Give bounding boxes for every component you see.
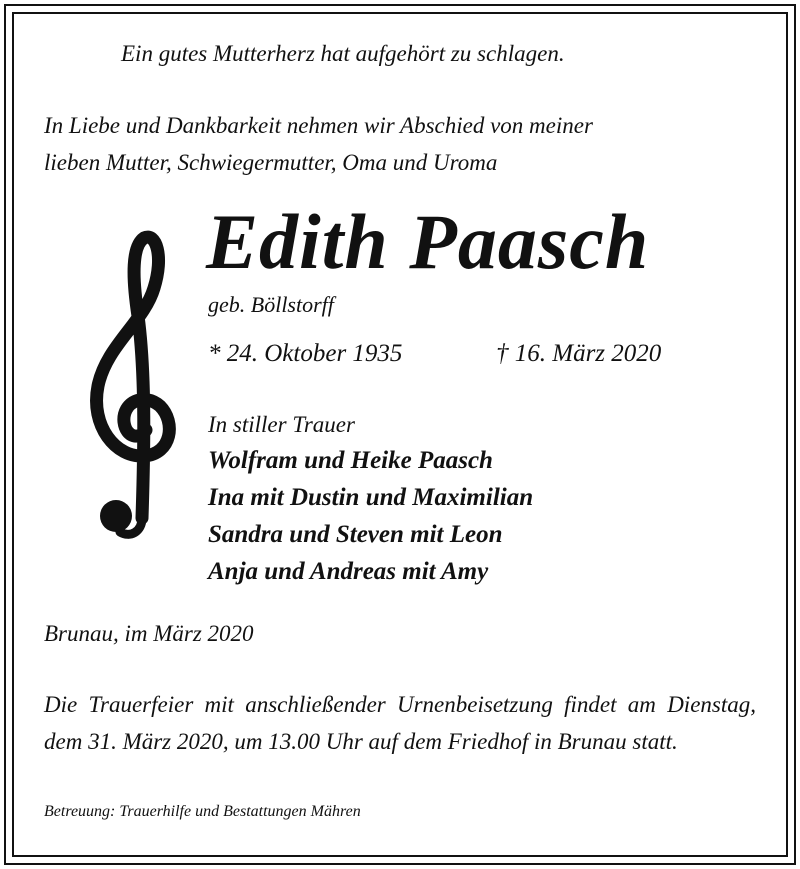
maiden-name: geb. Böllstorff <box>208 292 334 317</box>
place-date: Brunau, im März 2020 <box>44 621 254 646</box>
mourner-list <box>208 442 533 590</box>
deceased-name: Edith Paasch <box>206 198 650 285</box>
headline: Ein gutes Mutterherz hat aufgehört zu schlagen. <box>121 41 565 66</box>
mourning-label: In stiller Trauer <box>208 412 355 437</box>
undertaker-credit: Betreuung: Trauerhilfe und Bestattungen Mähren <box>44 803 361 820</box>
ceremony-text: Die Trauerfeier mit anschließender Urnenbeisetzung findet am Dienstag, dem 31. März 2020, um 13.00 Uhr auf dem Friedhof in Brunau statt. <box>44 692 756 754</box>
intro-line-2: lieben Mutter, Schwiegermutter, Oma und Uroma <box>44 150 498 175</box>
mourner-item: Wolfram und Heike Paasch <box>208 447 493 474</box>
mourner-item: Ina mit Dustin und Maximilian <box>208 484 534 511</box>
birth-date: * 24. Oktober 1935 <box>208 340 403 367</box>
treble-clef-icon <box>86 226 186 542</box>
mourner-item: Sandra und Steven mit Leon <box>208 521 503 548</box>
intro-line-1: In Liebe und Dankbarkeit nehmen wir Abschied von meiner <box>44 113 593 138</box>
death-date: † 16. März 2020 <box>496 340 662 367</box>
mourner-item: Anja und Andreas mit Amy <box>208 558 489 585</box>
